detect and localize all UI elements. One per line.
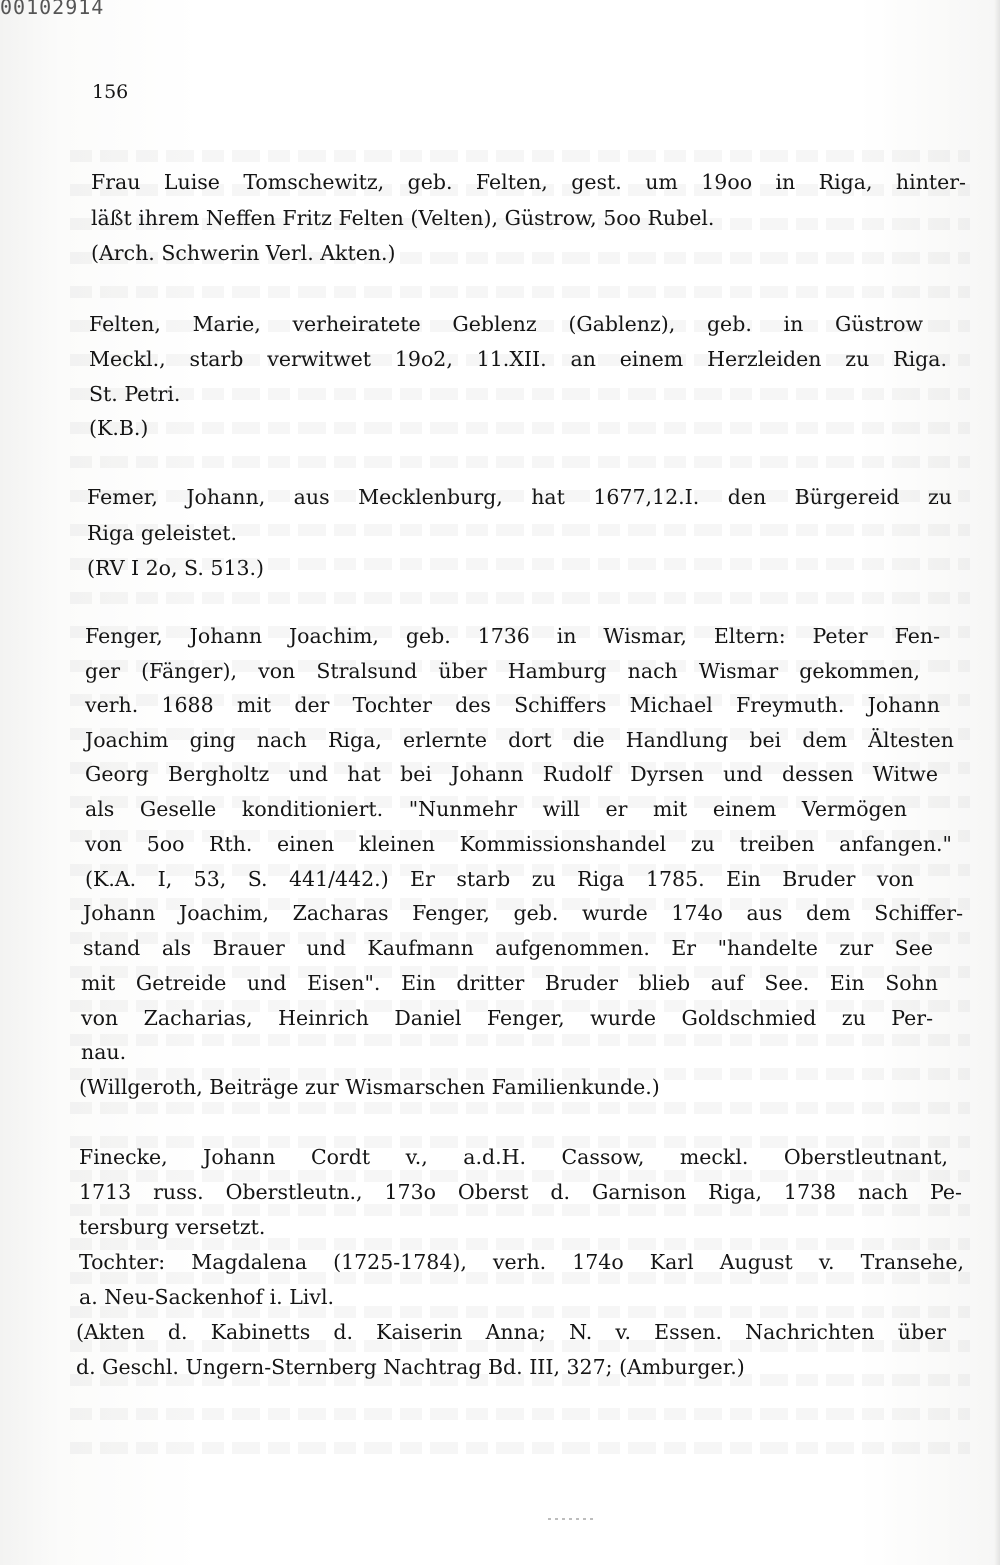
text-line: (RV I 2o, S. 513.) [87, 556, 265, 580]
text-line: nau. [81, 1040, 127, 1064]
text-line: 1713 russ. Oberstleutn., 173o Oberst d. Garnison Riga, 1738 nach Pe- [79, 1180, 962, 1204]
archive-stamp: 00102914 [0, 0, 105, 19]
text-line: Georg Bergholtz und hat bei Johann Rudolf Dyrsen und dessen Witwe [85, 762, 938, 786]
text-line: von 5oo Rth. einen kleinen Kommissionshandel zu treiben anfangen." [85, 832, 952, 856]
text-line: verh. 1688 mit der Tochter des Schiffers Michael Freymuth. Johann [85, 693, 940, 717]
text-line: (K.A. I, 53, S. 441/442.) Er starb zu Riga 1785. Ein Bruder von [85, 867, 914, 891]
text-line: (Akten d. Kabinetts d. Kaiserin Anna; N. v. Essen. Nachrichten über [76, 1320, 946, 1344]
text-line: ger (Fänger), von Stralsund über Hamburg nach Wismar gekommen, [85, 659, 920, 683]
text-line: Joachim ging nach Riga, erlernte dort die Handlung bei dem Ältesten [85, 728, 954, 752]
text-line: Meckl., starb verwitwet 19o2, 11.XII. an einem Herzleiden zu Riga. [89, 347, 947, 371]
text-line: läßt ihrem Neffen Fritz Felten (Velten), Güstrow, 5oo Rubel. [91, 206, 715, 230]
text-line: St. Petri. [89, 382, 181, 406]
text-line: von Zacharias, Heinrich Daniel Fenger, wurde Goldschmied zu Per- [81, 1006, 933, 1030]
text-line: (K.B.) [89, 416, 149, 440]
text-line: stand als Brauer und Kaufmann aufgenommen. Er "handelte zur See [83, 936, 933, 960]
text-line: Finecke, Johann Cordt v., a.d.H. Cassow, meckl. Oberstleutnant, [79, 1145, 948, 1169]
text-line: tersburg versetzt. [79, 1215, 266, 1239]
text-line: Johann Joachim, Zacharas Fenger, geb. wurde 174o aus dem Schiffer- [83, 901, 963, 925]
text-line: Riga geleistet. [87, 521, 237, 545]
text-line: (Willgeroth, Beiträge zur Wismarschen Familienkunde.) [79, 1075, 660, 1099]
text-line: Fenger, Johann Joachim, geb. 1736 in Wismar, Eltern: Peter Fen- [85, 624, 940, 648]
text-line: Tochter: Magdalena (1725-1784), verh. 174o Karl August v. Transehe, [79, 1250, 964, 1274]
text-line: Felten, Marie, verheiratete Geblenz (Gablenz), geb. in Güstrow [89, 312, 923, 336]
text-line: Frau Luise Tomschewitz, geb. Felten, gest. um 19oo in Riga, hinter- [91, 170, 966, 194]
text-line: mit Getreide und Eisen". Ein dritter Bruder blieb auf See. Ein Sohn [81, 971, 938, 995]
text-line: (Arch. Schwerin Verl. Akten.) [91, 241, 396, 265]
page-edge-shadow [994, 0, 1000, 1565]
faint-bottom-mark [548, 1518, 596, 1520]
text-line: a. Neu-Sackenhof i. Livl. [79, 1285, 335, 1309]
page-number: 156 [92, 81, 129, 103]
text-line: d. Geschl. Ungern-Sternberg Nachtrag Bd. III, 327; (Amburger.) [76, 1355, 745, 1379]
text-line: als Geselle konditioniert. "Nunmehr will er mit einem Vermögen [85, 797, 907, 821]
text-line: Femer, Johann, aus Mecklenburg, hat 1677,12.I. den Bürgereid zu [87, 485, 952, 509]
